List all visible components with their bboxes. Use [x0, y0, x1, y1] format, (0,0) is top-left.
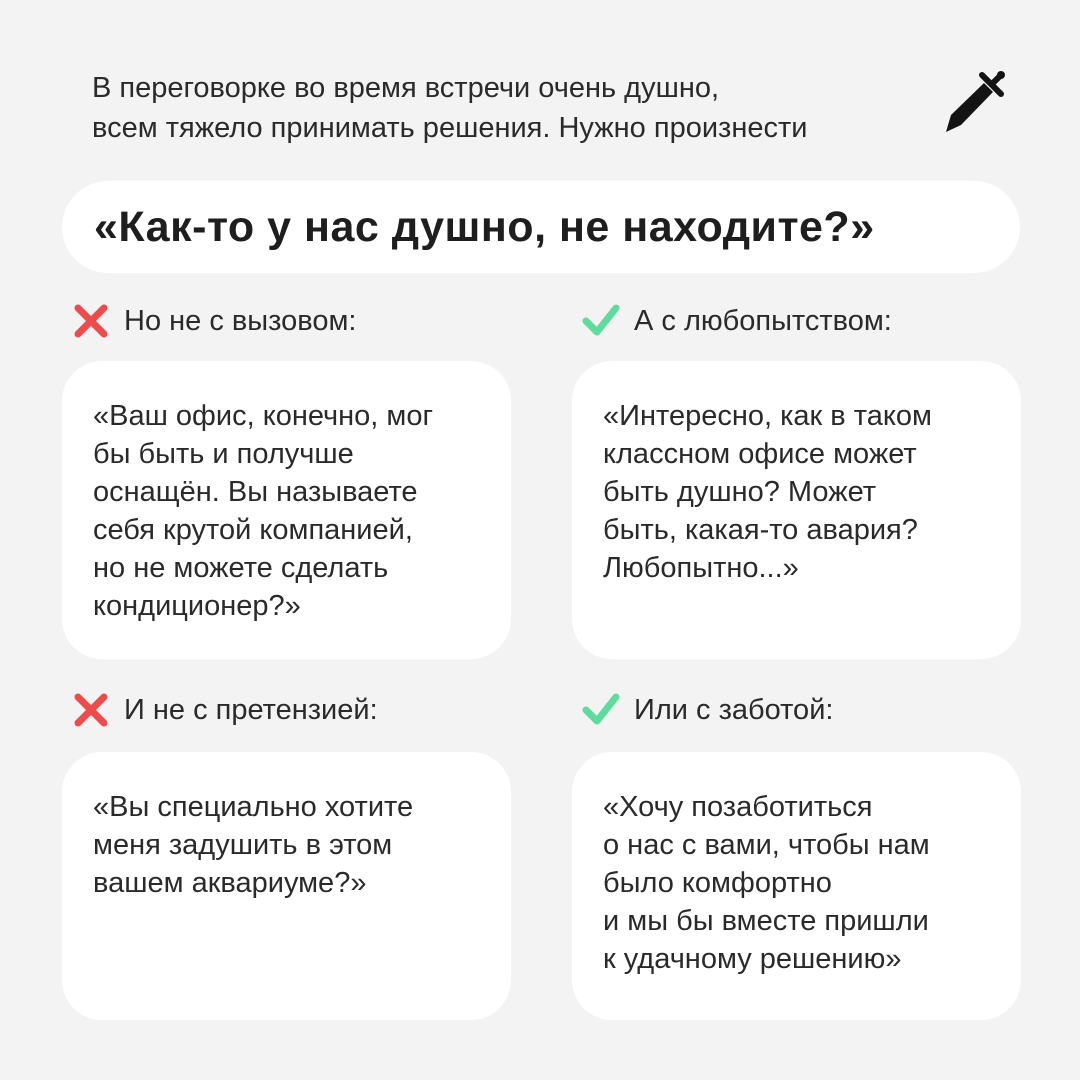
- quote-line: кондиционер?»: [93, 590, 301, 622]
- quote-line: вашем аквариуме?»: [93, 867, 367, 899]
- headline-phrase: «Как-то у нас душно, не находите?»: [62, 181, 1020, 273]
- label-text: Но не с вызовом:: [124, 304, 357, 337]
- quote-line: бы быть и получше: [93, 438, 354, 470]
- bad-example-label: [72, 299, 356, 343]
- quote-line: Любопытно...»: [603, 552, 799, 584]
- label-text: А с любопытством:: [634, 304, 892, 337]
- good-example-label: [582, 688, 833, 732]
- quote-card: [62, 361, 511, 659]
- label-text: И не с претензией:: [124, 693, 378, 726]
- quote-line: меня задушить в этом: [93, 829, 393, 861]
- intro-line: В переговорке во время встречи очень душно,: [92, 72, 720, 104]
- intro-line: всем тяжело принимать решения. Нужно произнести: [92, 112, 808, 144]
- quote-card: [572, 361, 1021, 659]
- quote-line: «Хочу позаботиться: [603, 791, 873, 823]
- cross-icon: [72, 302, 110, 340]
- intro-text: [92, 68, 912, 148]
- label-text: Или с заботой:: [634, 693, 834, 726]
- quote-line: к удачному решению»: [603, 943, 902, 975]
- quote-card: [572, 752, 1021, 1020]
- quote-card: [62, 752, 511, 1020]
- quote-line: и мы бы вместе пришли: [603, 905, 929, 937]
- quote-line: «Интересно, как в таком: [603, 400, 932, 432]
- check-icon: [582, 691, 620, 729]
- quote-line: оснащён. Вы называете: [93, 476, 418, 508]
- quote-line: «Вы специально хотите: [93, 791, 414, 823]
- sword-icon: [940, 70, 1006, 136]
- good-example-label: [582, 299, 892, 343]
- quote-line: быть, какая-то авария?: [603, 514, 918, 546]
- quote-line: себя крутой компанией,: [93, 514, 413, 546]
- quote-line: быть душно? Может: [603, 476, 877, 508]
- cross-icon: [72, 691, 110, 729]
- quote-line: о нас с вами, чтобы нам: [603, 829, 930, 861]
- quote-line: было комфортно: [603, 867, 832, 899]
- quote-line: «Ваш офис, конечно, мог: [93, 400, 434, 432]
- bad-example-label: [72, 688, 378, 732]
- quote-line: классном офисе может: [603, 438, 917, 470]
- quote-line: но не можете сделать: [93, 552, 389, 584]
- check-icon: [582, 302, 620, 340]
